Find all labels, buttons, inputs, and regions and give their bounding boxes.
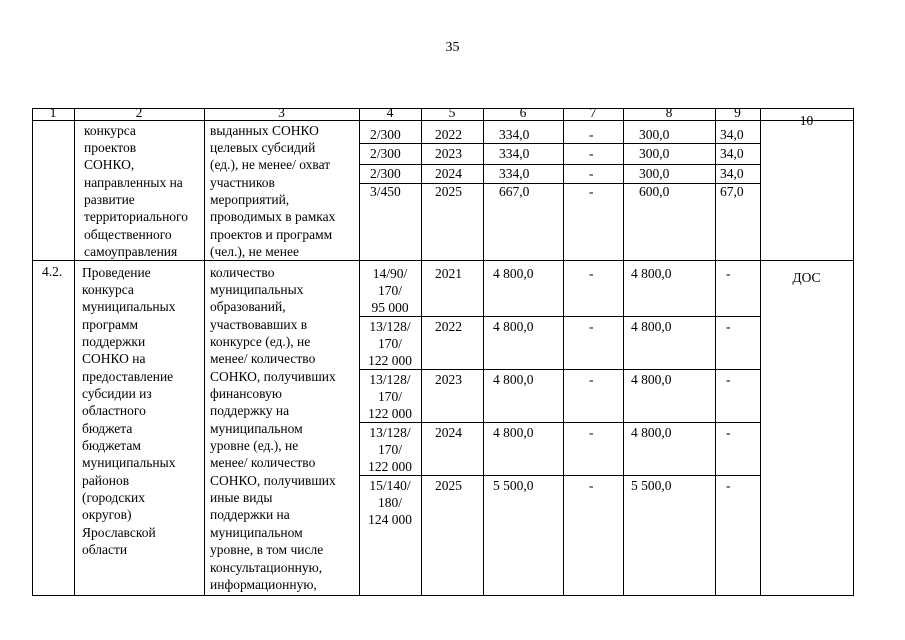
row-b-indicator-line: поддержку на [210, 403, 290, 418]
total-amount: 4 800,0 [493, 266, 534, 281]
header-cell: 1 [49, 105, 57, 120]
indicator-value-line: 95 000 [371, 300, 409, 315]
row-a-name-line: СОНКО, [84, 157, 135, 172]
total-amount: 334,0 [499, 127, 530, 142]
regional-amount: 300,0 [639, 166, 670, 181]
local-amount: - [726, 372, 731, 387]
indicator-value-line: 170/ [377, 283, 402, 298]
col-border [760, 108, 761, 596]
row-b-name-line: области [82, 542, 128, 557]
row-b-indicator-line: уровне, в том числе [210, 542, 324, 557]
federal-amount: - [589, 146, 594, 161]
row-a-sep [359, 183, 760, 184]
row-a-name-line: территориального [84, 209, 188, 224]
regional-amount: 4 800,0 [631, 425, 672, 440]
federal-amount: - [589, 266, 594, 281]
row-a-indicator-line: участников [210, 175, 275, 190]
row-b-indicator-line: менее/ количество [210, 455, 316, 470]
regional-amount: 4 800,0 [631, 372, 672, 387]
col-border [74, 108, 75, 596]
row-b-indicator-line: финансовую [210, 386, 282, 401]
year-cell: 2023 [435, 372, 462, 387]
total-amount: 4 800,0 [493, 425, 534, 440]
total-amount: 5 500,0 [493, 478, 534, 493]
indicator-value: 2/300 [370, 127, 401, 142]
row-b-name-line: областного [82, 403, 146, 418]
local-amount: 34,0 [720, 166, 744, 181]
regional-amount: 4 800,0 [631, 319, 672, 334]
row-a-name-line: проектов [84, 140, 137, 155]
regional-amount: 5 500,0 [631, 478, 672, 493]
local-amount: - [726, 319, 731, 334]
indicator-value-line: 122 000 [368, 353, 412, 368]
row-b-name-line: СОНКО на [82, 351, 146, 366]
indicator-value-line: 170/ [377, 389, 402, 404]
col-border [421, 108, 422, 596]
year-cell: 2023 [435, 146, 462, 161]
local-amount: 34,0 [720, 127, 744, 142]
indicator-value-line: 13/128/ [369, 425, 411, 440]
row-b-indicator-line: образований, [210, 299, 286, 314]
row-b-name-line: муниципальных [82, 455, 176, 470]
row-b-name-line: Ярославской [82, 525, 156, 540]
row-b-name-line: Проведение [82, 265, 151, 280]
header-cell: 6 [519, 105, 527, 120]
row-a-name-line: конкурса [84, 123, 136, 138]
row-b-indicator-line: менее/ количество [210, 351, 316, 366]
row-a-indicator-line: (чел.), не менее [210, 244, 299, 259]
row-b-indicator-line: конкурсе (ед.), не [210, 334, 311, 349]
row-a-indicator-line: целевых субсидий [210, 140, 316, 155]
regional-amount: 4 800,0 [631, 266, 672, 281]
indicator-value: 3/450 [370, 184, 401, 199]
indicator-value-line: 14/90/ [372, 266, 408, 281]
federal-amount: - [589, 127, 594, 142]
year-cell: 2025 [435, 478, 462, 493]
year-cell: 2021 [435, 266, 462, 281]
federal-amount: - [589, 478, 594, 493]
indicator-value-line: 122 000 [368, 459, 412, 474]
row-b-indicator-line: информационную, [210, 577, 317, 592]
row-b-indicator-line: консультационную, [210, 560, 323, 575]
row-b-name-line: бюджетам [82, 438, 141, 453]
col-border [623, 108, 624, 596]
indicator-value-line: 13/128/ [369, 319, 411, 334]
row-a-name-line: общественного [84, 227, 172, 242]
col-border [204, 108, 205, 596]
total-amount: 334,0 [499, 146, 530, 161]
header-cell: 2 [135, 105, 143, 120]
row-b-name-line: (городских [82, 490, 145, 505]
federal-amount: - [589, 372, 594, 387]
row-a-sep [359, 143, 760, 144]
row-a-indicator-line: проектов и программ [210, 227, 333, 242]
header-cell: 10 [799, 113, 814, 128]
header-cell: 5 [448, 105, 456, 120]
row-b-number: 4.2. [42, 264, 63, 279]
row-b-name-line: программ [82, 317, 139, 332]
row-a-name-line: развитие [84, 192, 135, 207]
row-b-indicator-line: уровне (ед.), не [210, 438, 299, 453]
row-a-sep [359, 164, 760, 165]
table-bottom-border [32, 595, 854, 596]
total-amount: 667,0 [499, 184, 530, 199]
year-cell: 2024 [435, 425, 462, 440]
budget-table [32, 105, 854, 596]
regional-amount: 300,0 [639, 146, 670, 161]
row-b-indicator-line: СОНКО, получивших [210, 473, 336, 488]
col-border [32, 108, 33, 596]
federal-amount: - [589, 166, 594, 181]
header-cell: 7 [589, 105, 597, 120]
year-cell: 2024 [435, 166, 462, 181]
responsible-executor: ДОС [792, 270, 821, 285]
federal-amount: - [589, 319, 594, 334]
local-amount: - [726, 478, 731, 493]
header-cell: 9 [734, 105, 741, 120]
col-border [853, 108, 854, 596]
row-b-name-line: округов) [82, 507, 132, 522]
indicator-value-line: 124 000 [368, 512, 412, 527]
total-amount: 4 800,0 [493, 319, 534, 334]
row-a-indicator-line: проводимых в рамках [210, 209, 336, 224]
indicator-value-line: 170/ [377, 442, 402, 457]
row-a-name-line: направленных на [84, 175, 183, 190]
row-b-name-line: районов [82, 473, 130, 488]
year-cell: 2022 [435, 319, 462, 334]
row-b-indicator-line: муниципальном [210, 525, 303, 540]
local-amount: - [726, 425, 731, 440]
row-a-indicator-line: (ед.), не менее/ охват [210, 157, 331, 172]
col-border [563, 108, 564, 596]
header-cell: 4 [386, 105, 394, 120]
row-a-name-line: самоуправления [84, 244, 178, 259]
federal-amount: - [589, 184, 594, 199]
row-b-indicator-line: муниципальных [210, 282, 304, 297]
row-b-indicator-line: участвовавших в [210, 317, 308, 332]
indicator-value-line: 122 000 [368, 406, 412, 421]
row-b-indicator-line: СОНКО, получивших [210, 369, 336, 384]
col-border [715, 108, 716, 596]
local-amount: - [726, 266, 731, 281]
indicator-value: 2/300 [370, 166, 401, 181]
indicator-value-line: 180/ [377, 495, 402, 510]
col-border [483, 108, 484, 596]
row-a-indicator-line: выданных СОНКО [210, 123, 319, 138]
row-b-name-line: предоставление [82, 369, 174, 384]
total-amount: 334,0 [499, 166, 530, 181]
year-cell: 2025 [435, 184, 462, 199]
local-amount: 34,0 [720, 146, 744, 161]
indicator-value-line: 15/140/ [369, 478, 411, 493]
row-b-name-line: муниципальных [82, 299, 176, 314]
regional-amount: 300,0 [639, 127, 670, 142]
year-cell: 2022 [435, 127, 462, 142]
page-number: 35 [445, 40, 460, 55]
row-b-indicator-line: муниципальном [210, 421, 303, 436]
regional-amount: 600,0 [639, 184, 670, 199]
federal-amount: - [589, 425, 594, 440]
row-b-name-line: бюджета [82, 421, 133, 436]
row-b-name-line: субсидии из [82, 386, 152, 401]
indicator-value-line: 170/ [377, 336, 402, 351]
header-cell: 3 [278, 105, 285, 120]
row-b-name-line: поддержки [82, 334, 146, 349]
row-b-name-line: конкурса [82, 282, 134, 297]
row-b-indicator-line: количество [210, 265, 275, 280]
local-amount: 67,0 [720, 184, 744, 199]
row-b-indicator-line: иные виды [210, 490, 273, 505]
indicator-value-line: 13/128/ [369, 372, 411, 387]
row-a-indicator-line: мероприятий, [210, 192, 290, 207]
row-b-indicator-line: поддержки на [210, 507, 290, 522]
total-amount: 4 800,0 [493, 372, 534, 387]
header-cell: 8 [665, 105, 673, 120]
indicator-value: 2/300 [370, 146, 401, 161]
